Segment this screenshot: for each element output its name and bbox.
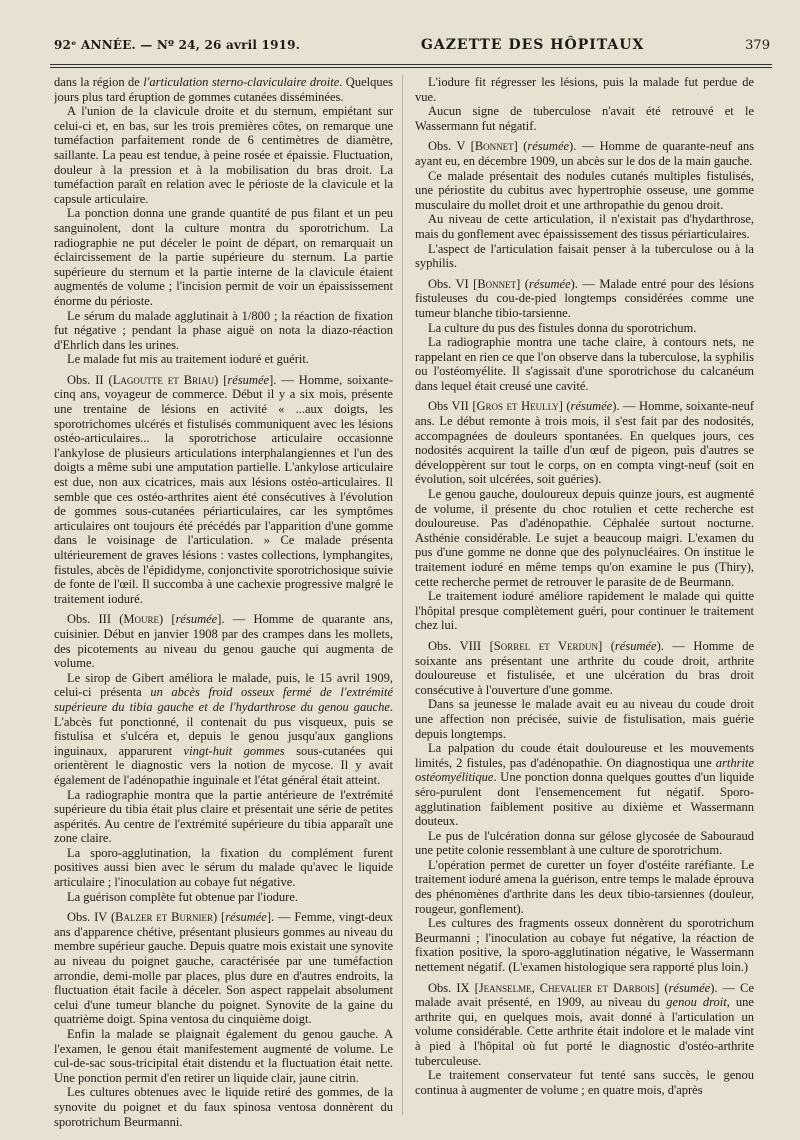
issue-info: 92ᵉ ANNÉE. — Nº 24, 26 avril 1919. <box>54 38 301 52</box>
author-names: Balzer et Burnier <box>115 910 213 925</box>
text-run: ] ( <box>513 139 528 154</box>
paragraph: Le genou gauche, douloureux depuis quinze jours, est augmenté de volume, il présente du choc rotulien et cette recherche est douloureuse. Pas d'adénopathie. Céphalée surtout nocturne. Asthénie considérable. Le sujet a beaucoup maigri. L'examen du pus d'une gomme ne donne que des polynucléaires. On institue le traitement ioduré en même temps qu'on examine le pus (Thiry), cette recherche permet de retrouver le parasite de de Beurmann. <box>415 487 754 589</box>
paragraph: Le traitement ioduré améliore rapidement le malade qui quitte l'hôpital presque complètement guéri, pour continuer le traitement chez lui. <box>415 589 754 633</box>
author-names: Jeanselme, Chevalier et Darbois <box>478 980 656 995</box>
paragraph: La radiographie montra que la partie antérieure de l'extrémité supérieure du tibia était plus claire et présentait une série de petites aspérités. Au centre de l'extrémité supérieure du tibia apparaît une zone claire. <box>54 787 393 846</box>
page-number: 379 <box>745 37 770 53</box>
paragraph: L'opération permet de curetter un foyer d'ostéite raréfiante. Le traitement ioduré amena la guérison, entre temps le malade éprouva des phénomènes d'arthrite dans les deux tibio-tarsiennes (douleur, rougeur, gonflement). <box>415 857 754 916</box>
paragraph: Enfin la malade se plaignait également du genou gauche. A l'examen, le genou était manifestement augmenté de volume. Le cul-de-sac sous-tricipital était distendu et la fluctuation était nette. Une ponction permit d'en retirer un liquide clair, jaune citrin. <box>54 1027 393 1085</box>
text-run: . Quelques jours plus tard éruption de gommes cutanées disséminées. <box>54 75 393 104</box>
italic-text: résumée <box>227 372 270 387</box>
text-run: ] ( <box>655 980 669 995</box>
italic-text: un abcès froid osseux fermé de l'extrémité supérieure du tibia gauche et de l'hydarthrose du genou gauche <box>54 685 393 714</box>
journal-title: GAZETTE DES HÔPITAUX <box>420 37 645 53</box>
text-run: ). — Homme de soixante ans présentant une arthrite du coude droit, arthrite douloureuse et fistulisée, et une ulcération du bras droit consécutive à l'ouverture d'une gomme. <box>415 638 754 697</box>
author-names: Moure <box>123 612 159 627</box>
author-names: Bonnet <box>477 276 517 291</box>
text-run: Obs. IV ( <box>67 910 116 925</box>
paragraph: Aucun signe de tuberculose n'avait été retrouvé et le Wassermann fut négatif. <box>415 104 754 133</box>
paragraph: Ce malade présentait des nodules cutanés multiples fistulisés, une périostite du cubitus avec hypertrophie osseuse, une gomme musculaire du mollet droit et une arthropathie du genou droit. <box>415 168 754 212</box>
italic-text: résumée <box>527 139 570 154</box>
italic-text: vingt-huit gommes <box>183 743 285 758</box>
text-run: ) [ <box>214 372 228 387</box>
text-run: Obs VII [ <box>428 399 477 414</box>
author-names: Sorrel et Verdun <box>493 638 599 653</box>
italic-text: résumée <box>225 910 267 925</box>
text-run: ). — Ce malade avait présenté, en 1909, au niveau du <box>415 980 754 1010</box>
paragraph: L'aspect de l'articulation faisait penser à la tuberculose ou à la syphilis. <box>415 241 754 271</box>
italic-text: l'articulation sterno-claviculaire droite <box>143 75 340 89</box>
italic-text: genou droit <box>666 995 727 1010</box>
column-separator <box>402 75 403 1115</box>
paragraph: Les cultures obtenues avec le liquide retiré des gommes, de la synovite du poignet et du faux spinosa ventosa donnèrent du sporotrichum Beurmanni. <box>54 1085 393 1129</box>
text-run: ] ( <box>558 399 571 414</box>
text-run: ]. — Femme, vingt-deux ans d'apparence chétive, présentant plusieurs gommes au niveau du membre supérieur gauche. Depuis quatre mois existait une synovite au niveau du poignet gauche, caractérisée par une tuméfaction arrondie, demi-molle par places, plus dure en d'autres endroits, la fluctuation était facile à déceler. Son aspect rappelait absolument celui d'une tumeur blanche du poignet. Synovite de la gaine du quatrième doigt. Spina ventosa du cinquième doigt. <box>54 910 393 1027</box>
italic-text: résumée <box>668 980 711 995</box>
paragraph: La culture du pus des fistules donna du sporotrichum. <box>428 320 697 335</box>
author-names: Gros et Heully <box>476 399 559 414</box>
text-run: Obs. IX [ <box>428 980 479 995</box>
italic-text: arthrite ostéomyélitique <box>415 755 754 785</box>
header-rule-double <box>50 67 772 68</box>
text-run: Obs. VI [ <box>428 276 478 291</box>
text-run: Obs. III ( <box>67 612 124 627</box>
text-run: ). — Malade entré pour des lésions fistuleuses du cou-de-pied longtemps considérées comme une tumeur blanche tibio-tarsienne. <box>415 276 754 320</box>
text-run: La palpation du coude était douloureuse et les mouvements limités, 2 fistules, pas d'adénopathie. On diagnostiqua une <box>415 741 754 770</box>
text-run: ) [ <box>213 910 226 925</box>
italic-text: résumée <box>614 638 657 653</box>
text-run: Le sirop de Gibert améliora le malade, puis, le 15 avril 1909, celui-ci présenta <box>54 670 393 700</box>
paragraph: Le sérum du malade agglutinait à 1/800 ; la réaction de fixation fut négative ; pendant la phase aiguë on nota la diazo-réaction d'Ehrlich dans les urines. <box>54 308 393 352</box>
observation-5 <box>415 139 754 168</box>
paragraph: La radiographie montra une tache claire, à contours nets, ne rappelant en rien ce que l'on observe dans la tuberculose, la syphilis ou l'ostéomyélite. Il s'agissait d'une sporotrichose du calcanéum dans lequel était creusé une cavité. <box>415 335 754 393</box>
observation-3 <box>54 612 393 670</box>
right-column <box>415 75 754 1130</box>
text-run: ). — Homme de quarante-neuf ans ayant eu, en décembre 1909, un abcès sur le dos de la main gauche. <box>415 139 754 168</box>
author-names: Bonnet <box>474 139 514 154</box>
paragraph: L'iodure fit régresser les lésions, puis la malade fut perdue de vue. <box>415 75 754 104</box>
text-run: ] ( <box>598 638 615 653</box>
observation-4 <box>54 910 393 1027</box>
paragraph <box>54 671 393 788</box>
text-run: ]. — Homme, soixante-cinq ans, voyageur de commerce. Début il y a six mois, présente une trentaine de lésions en activité « ...aux doigts, les sporotrichomes ulcérés et fistulisés communiquent avec les lésions ostéo-articulaires... la sporotrichose articulaire occasionne l'ankylose de plusieurs articulations interphalangiennes et l'un des doigts a même subi une amputation partielle. L'ankylose articulaire est due, non aux cicatrices, mais aux lésions ostéo-articulaires. Il semble que ces ostéo-arthrites aient été consécutives à l'évolution de gommes sous-cutanées périarticulaires, car les symptômes articulaires ont toujours été précédés par l'apparition d'une gomme dans le voisinage de l'articulation. » Ce malade présenta ultérieurement de graves lésions : vastes collections, lymphangites, fistules, abcès de l'épididyme, conjonctivite sporotrichosique suivie de fonte de l'œil. Il succomba à une cachexie progressive malgré le traitement ioduré. <box>54 372 393 606</box>
text-run: Obs. II ( <box>67 372 113 387</box>
observation-7 <box>415 399 754 487</box>
paragraph: La sporo-agglutination, la fixation du complément furent positives aussi bien avec le sérum du malade qu'avec le liquide articulaire ; l'inoculation au cobaye fut négative. <box>54 845 393 890</box>
paragraph: Le pus de l'ulcération donna sur gélose glycosée de Sabouraud une petite colonie ressemblant à une culture de sporotrichum. <box>415 828 754 858</box>
author-names: Lagoutte et Briau <box>112 372 215 387</box>
left-column <box>54 75 393 1130</box>
text-run: ]. — Homme de quarante ans, cuisinier. Début en janvier 1908 par des crampes dans les mollets, des picotements au niveau du genou gauche qui augmenta de volume. <box>54 612 393 671</box>
paragraph: La guérison complète fut obtenue par l'iodure. <box>67 889 298 904</box>
text-run: ). — Homme, soixante-neuf ans. Le début remonte à trois mois, il s'est fait par des nodosités, accompagnées de douleurs spontanées. En quelques jours, ces nodosités acquirent la taille d'un œuf de pigeon, puis d'autres se développèrent sur tout le corps, on en compta vingt-neuf (soit en évolution, soit ulcérées, soit guéries). <box>415 399 754 487</box>
italic-text: résumée <box>175 612 218 627</box>
text-run: . L'abcès fut ponctionné, il contenait du pus visqueux, puis se fistulisa et s'ulcéra et, depuis le genou jusqu'aux ganglions inguinaux, apparurent <box>54 699 393 758</box>
paragraph: Dans sa jeunesse le malade avait eu au niveau du coude droit une affection non précisée, suivie de fistulisation, mais guérie depuis longtemps. <box>415 697 754 741</box>
text-run: , une arthrite qui, en quelques mois, avait donné à l'articulation un volume considérable. Cette arthrite était indolore et le malade vint à pied à l'hôpital où fut porté le diagnostic d'ostéo-arthrite tuberculeuse. <box>415 995 754 1068</box>
text-run: dans la région de <box>54 75 144 89</box>
paragraph: Les cultures des fragments osseux donnèrent du sporotrichum Beurmanni ; l'inoculation au cobaye fut négative, la réaction de fixation positive, la sporo-agglutination négative, le Wassermann nettement négatif. (L'examen histologique sera rapporté plus loin.) <box>415 916 754 975</box>
paragraph: La ponction donna une grande quantité de pus filant et un peu sanguinolent, dont la culture montra du sporotrichum. La radiographie ne put déceler le point de départ, on remarquait un éclaircissement de la partie supérieure du sternum. La partie supérieure du sternum et la partie interne de la clavicule étaient augmentés de volume ; l'incision permit de voir un épaississement énorme du périoste. <box>54 206 393 308</box>
text-run: Obs. V [ <box>428 139 475 154</box>
observation-6 <box>415 277 754 321</box>
paragraph: Le malade fut mis au traitement ioduré et guérit. <box>67 352 309 367</box>
paragraph <box>415 741 754 829</box>
text-run: ) [ <box>159 612 176 627</box>
paragraph: A l'union de la clavicule droite et du sternum, empiétant sur celui-ci et, en bas, sur les trois premières côtes, on remarque une tuméfaction parfaitement ronde de 6 centimètres de diamètre, saillante. La peau est tendue, à peine rosée et épaissie. Fluctuation, douleur à la pression et à la mobilisation du bras droit. La tuméfaction paraît en relation avec le périoste de la clavicule et la capsule articulaire. <box>54 104 393 206</box>
observation-9 <box>415 981 754 1069</box>
text-run: sous-cutanées qui orientèrent le diagnostic vers la notion de mycose. Il y avait également de l'adénopathie inguinale et l'état général était atteint. <box>54 743 393 787</box>
observation-8 <box>415 639 754 697</box>
text-run: Obs. VIII [ <box>428 638 494 653</box>
header-rule <box>50 64 772 65</box>
paragraph: Le traitement conservateur fut tenté sans succès, le genou continua à augmenter de volume ; en quatre mois, d'après <box>415 1068 754 1097</box>
observation-2 <box>54 373 393 607</box>
text-run: . Une ponction donna quelques gouttes d'un liquide séro-purulent dont l'ensemencement fut négatif. Sporo-agglutination faiblement positive au dixième et Wassermann douteux. <box>415 770 754 829</box>
italic-text: résumée <box>528 276 571 291</box>
paragraph: Au niveau de cette articulation, il n'existait pas d'hydarthrose, mais du gonflement avec épaississement des tissus périarticulaires. <box>415 212 754 241</box>
italic-text: résumée <box>570 399 613 414</box>
text-run: ] ( <box>516 276 529 291</box>
paragraph <box>54 75 393 104</box>
running-header <box>54 34 770 56</box>
